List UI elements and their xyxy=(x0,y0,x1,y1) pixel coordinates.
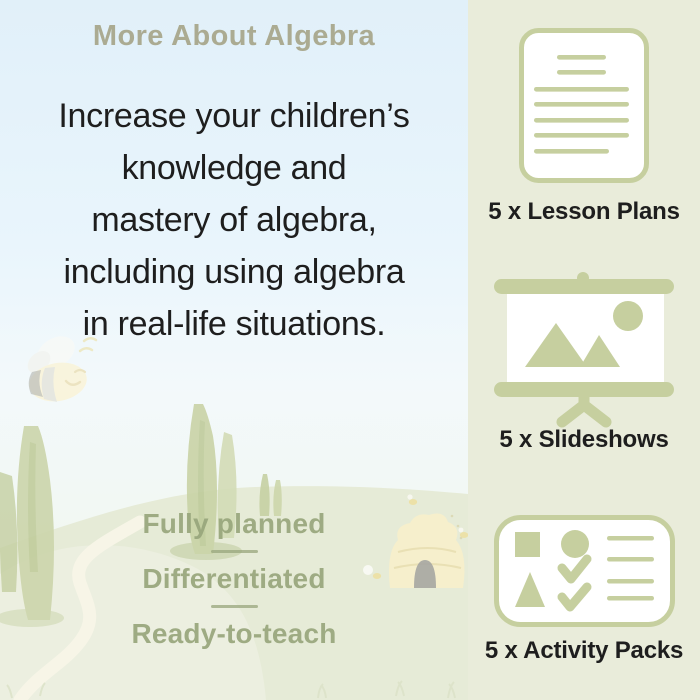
feature-ready-to-teach: Ready-to-teach xyxy=(131,618,337,649)
lesson-plans-document-icon xyxy=(519,28,649,183)
description-line: in real-life situations. xyxy=(82,305,386,343)
slideshow-projector-screen-icon xyxy=(494,272,674,432)
resource-slideshows xyxy=(468,233,700,466)
resource-label: 5 x Lesson Plans xyxy=(488,198,680,225)
feature-differentiated: Differentiated xyxy=(142,563,326,594)
divider xyxy=(211,605,258,608)
page-title: More About Algebra xyxy=(92,20,376,52)
feature-fully-planned: Fully planned xyxy=(142,508,326,539)
description-line: including using algebra xyxy=(63,253,405,291)
divider xyxy=(211,550,258,553)
resources-panel xyxy=(468,0,700,700)
description-line: Increase your children’s xyxy=(58,97,410,135)
resource-label: 5 x Slideshows xyxy=(499,426,669,453)
feature-list xyxy=(0,509,468,649)
resource-lesson-plans xyxy=(468,0,700,233)
description xyxy=(0,90,468,350)
resource-activity-packs xyxy=(468,466,700,700)
activity-pack-worksheet-icon xyxy=(494,515,675,627)
description-line: mastery of algebra, xyxy=(91,201,377,239)
description-line: knowledge and xyxy=(121,149,347,187)
resource-label: 5 x Activity Packs xyxy=(484,637,684,664)
